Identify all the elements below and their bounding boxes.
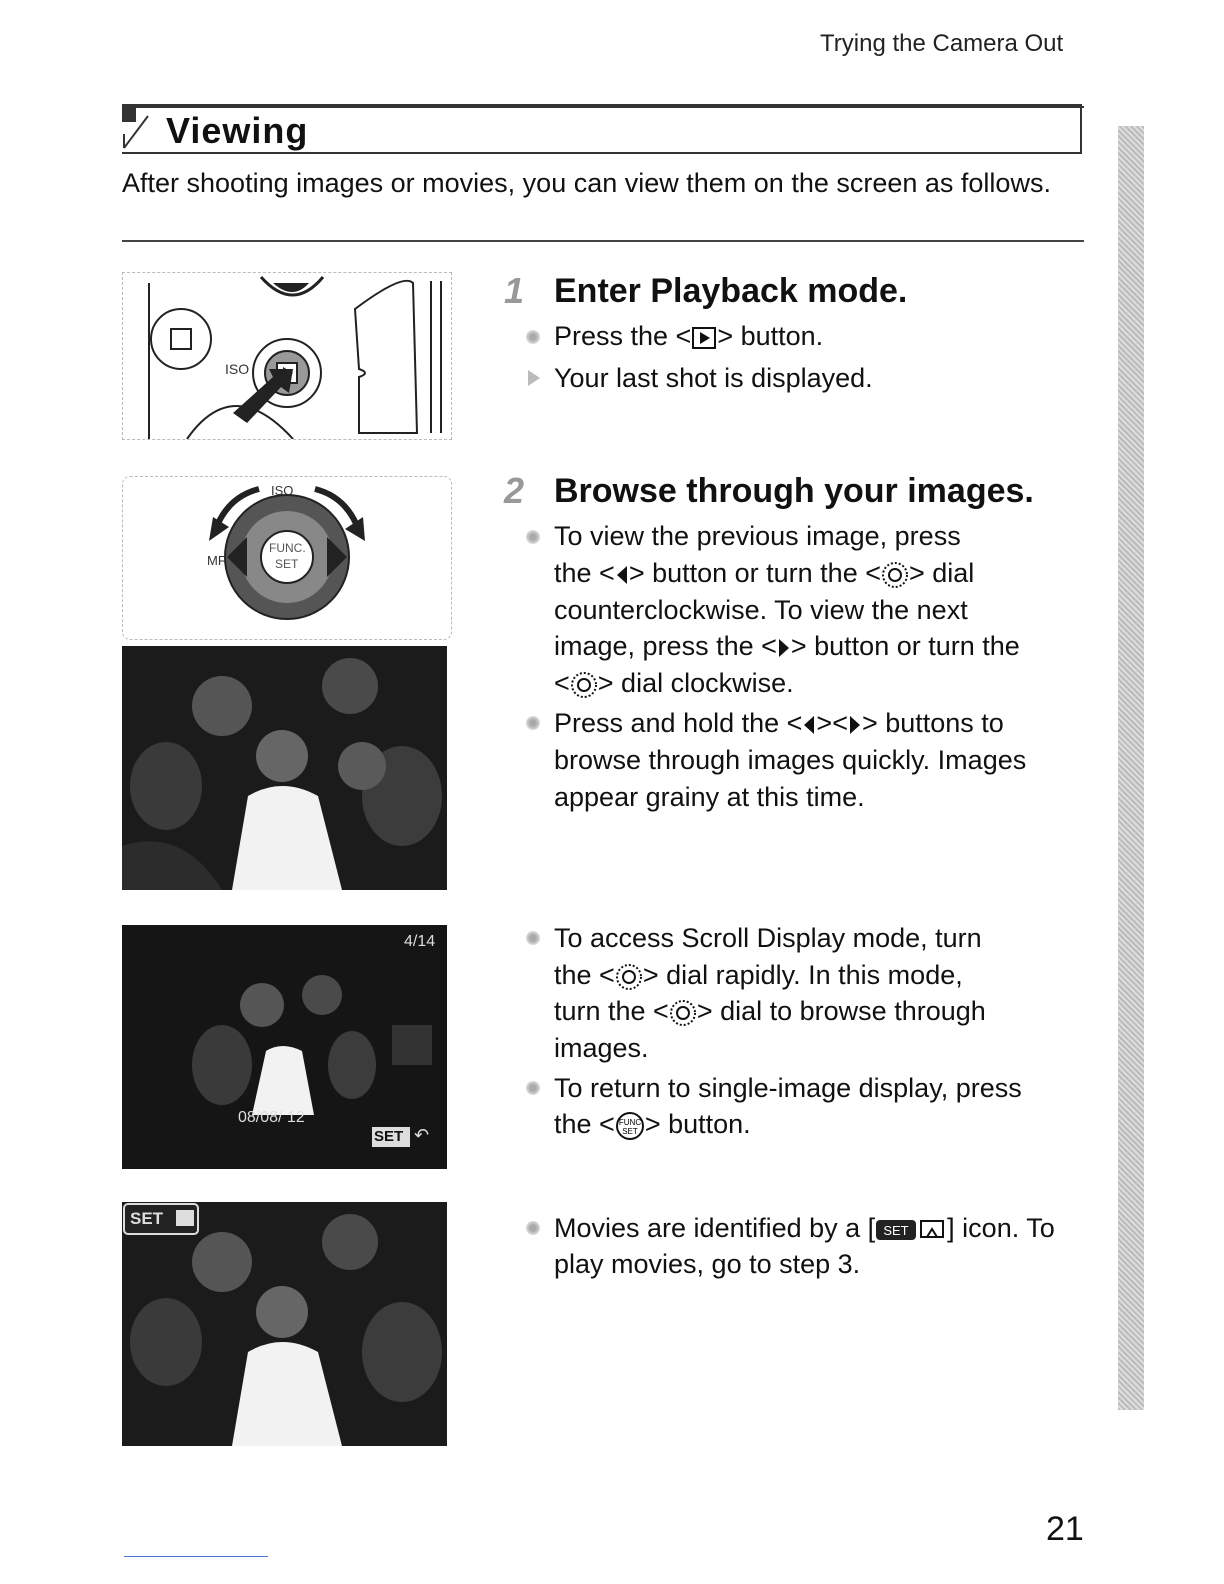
text-run: Press the < <box>554 321 692 351</box>
right-arrow-icon <box>777 637 791 659</box>
step-2-bullet-1-line-2 <box>554 555 974 592</box>
svg-text:SET: SET <box>622 1126 638 1136</box>
text-run: the < <box>554 960 615 990</box>
text-run: > buttons to <box>861 708 1004 738</box>
movie-set-label: SET <box>130 1209 164 1228</box>
step-2-title: Browse through your images. <box>554 472 1034 510</box>
text-run: Movies are identified by a [ <box>554 1213 876 1243</box>
step-2-bullet-1-line-4 <box>554 628 1020 665</box>
bullet-icon <box>526 931 540 945</box>
bullet-icon <box>526 530 540 544</box>
step-2-bullet-1-line-5 <box>554 665 794 702</box>
bullet-icon <box>526 1221 540 1235</box>
bullet-icon <box>526 716 540 730</box>
text-run: > button. <box>717 321 824 351</box>
func-label: FUNC. <box>269 541 306 555</box>
scroll-bullet-1-line-3 <box>554 993 986 1030</box>
intro-text: After shooting images or movies, you can view them on the screen as follows. <box>122 168 1051 198</box>
step-1-title: Enter Playback mode. <box>554 272 908 310</box>
section-title: Viewing <box>166 110 309 151</box>
mf-label: MF <box>207 553 226 568</box>
text-run: ] icon. To <box>947 1213 1055 1243</box>
bullet-icon <box>526 330 540 344</box>
text-run: < <box>554 668 570 698</box>
text-run: image, press the < <box>554 631 777 661</box>
control-dial-icon <box>881 561 909 589</box>
playback-icon <box>691 326 717 350</box>
text-run: > button. <box>644 1109 751 1139</box>
scroll-bullet-1-line-2 <box>554 957 963 994</box>
control-dial-icon <box>615 963 643 991</box>
movie-bullet-line-1 <box>554 1210 1055 1247</box>
step-2-bullet-2-line-3: appear grainy at this time. <box>554 782 865 812</box>
step-1-bullet-2: Your last shot is displayed. <box>554 363 873 393</box>
scroll-bullet-1-line-1: To access Scroll Display mode, turn <box>554 923 982 953</box>
text-run: > button or turn the <box>790 631 1020 661</box>
playback-photo <box>122 646 447 890</box>
movie-bullet-line-2: play movies, go to step 3. <box>554 1249 861 1279</box>
text-run: > dial to browse through <box>696 996 986 1026</box>
text-run: turn the < <box>554 996 669 1026</box>
control-dial-icon <box>570 671 598 699</box>
left-arrow-icon <box>802 714 816 736</box>
text-run: the < <box>554 1109 615 1139</box>
return-arrow-icon: ↶ <box>414 1125 430 1145</box>
step-2-bullet-2-line-2: browse through images quickly. Images <box>554 745 1027 775</box>
chapter-icon <box>118 104 158 154</box>
footer-link-line <box>124 1556 268 1557</box>
text-run: > button or turn the < <box>628 558 881 588</box>
set-movie-icon <box>875 1217 947 1243</box>
camera-back-illustration <box>122 272 452 440</box>
left-arrow-icon <box>615 564 629 586</box>
set-button-label: SET <box>374 1128 404 1145</box>
text-run: > dial rapidly. In this mode, <box>642 960 963 990</box>
page-number: 21 <box>1046 1510 1084 1548</box>
step-2-number: 2 <box>504 470 525 511</box>
dial-illustration <box>122 476 452 640</box>
text-run: the < <box>554 558 615 588</box>
scroll-bullet-1-line-4: images. <box>554 1033 649 1063</box>
scroll-bullet-2-line-2 <box>554 1106 751 1143</box>
dial-iso-label: ISO <box>271 483 294 498</box>
step-1-number: 1 <box>504 270 525 311</box>
scroll-bullet-2-line-1: To return to single-image display, press <box>554 1073 1022 1103</box>
text-run: > dial clockwise. <box>597 668 794 698</box>
step-2-bullet-1-line-1: To view the previous image, press <box>554 521 961 551</box>
svg-text:FUNC: FUNC <box>618 1117 641 1127</box>
side-tab-bar <box>1118 126 1144 1410</box>
step-2-bullet-1-line-3: counterclockwise. To view the next <box>554 595 968 625</box>
text-run: >< <box>816 708 848 738</box>
image-date: 08/08/ 12 <box>238 1109 305 1126</box>
set-label: SET <box>275 557 299 571</box>
image-counter: 4/14 <box>404 933 436 950</box>
text-run: Press and hold the < <box>554 708 803 738</box>
scroll-display-screen <box>122 925 447 1169</box>
control-dial-icon <box>669 999 697 1027</box>
right-arrow-icon <box>848 714 862 736</box>
func-set-icon <box>615 1111 645 1141</box>
iso-label: ISO <box>225 361 250 377</box>
svg-text:SET: SET <box>883 1222 909 1238</box>
running-header: Trying the Camera Out <box>820 30 1064 57</box>
bullet-icon <box>526 1081 540 1095</box>
movie-photo <box>122 1202 447 1446</box>
step-1-bullet-1 <box>554 318 823 355</box>
divider <box>122 240 1084 242</box>
result-arrow-icon <box>526 368 542 388</box>
text-run: > dial <box>909 558 975 588</box>
step-2-bullet-2-line-1 <box>554 705 1004 742</box>
